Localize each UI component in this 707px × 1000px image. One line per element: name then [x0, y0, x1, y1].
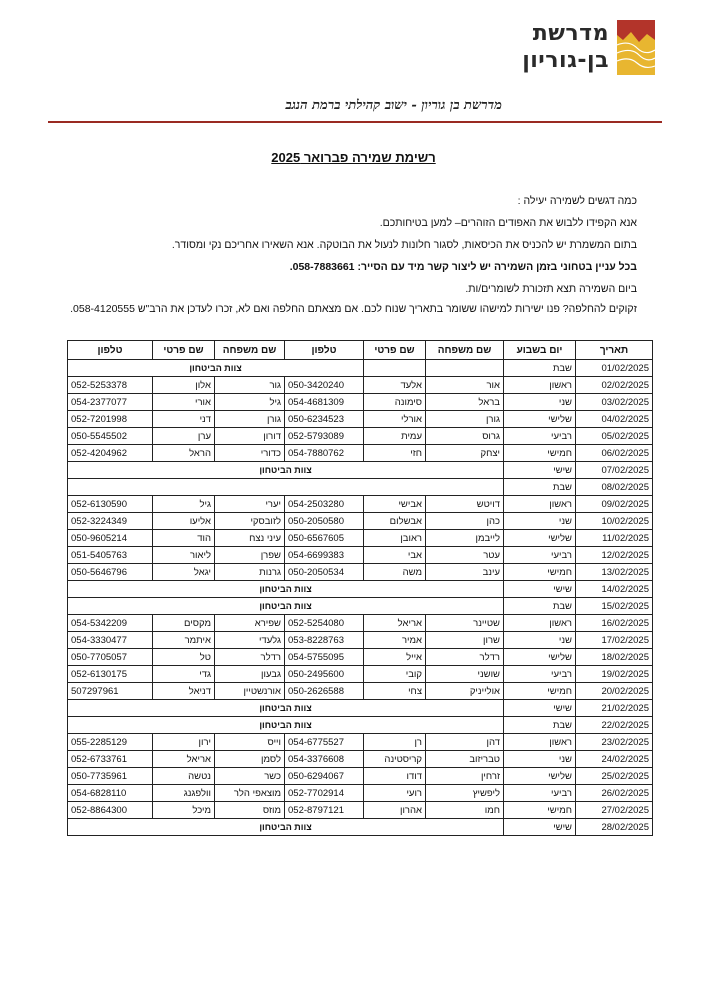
cell-last-name-2: יערי [215, 496, 285, 513]
cell-last-name-1: שושני [426, 666, 504, 683]
cell-phone-2: 054-3330477 [68, 632, 153, 649]
cell-phone-2: 507297961 [68, 683, 153, 700]
table-row [68, 802, 653, 819]
cell-date: 27/02/2025 [576, 802, 653, 819]
cell-day: שבת [504, 598, 576, 615]
table-row [68, 632, 653, 649]
cell-phone-1: 054-4681309 [285, 394, 364, 411]
table-row [68, 649, 653, 666]
table-row [68, 428, 653, 445]
cell-first-name-1: אורלי [364, 411, 426, 428]
cell-first-name-2: מקסים [153, 615, 215, 632]
cell-phone-1: 052-5793089 [285, 428, 364, 445]
cell-first-name-1: חזי [364, 445, 426, 462]
cell-last-name-1: שרון [426, 632, 504, 649]
cell-date: 06/02/2025 [576, 445, 653, 462]
cell-security-team: צוות הביטחון [68, 819, 504, 836]
cell-date: 28/02/2025 [576, 819, 653, 836]
cell-date: 11/02/2025 [576, 530, 653, 547]
cell-day: ראשון [504, 615, 576, 632]
cell-security-team: צוות הביטחון [68, 700, 504, 717]
cell-last-name-2: כדורי [215, 445, 285, 462]
cell-last-name-1: רדלר [426, 649, 504, 666]
cell-last-name-2: גרנות [215, 564, 285, 581]
cell-date: 25/02/2025 [576, 768, 653, 785]
cell-first-name-2: הראל [153, 445, 215, 462]
table-row [68, 598, 653, 615]
table-row [68, 445, 653, 462]
cell-first-name-2: נטשה [153, 768, 215, 785]
cell-first-name-2: מיכל [153, 802, 215, 819]
cell-security-team: צוות הביטחון [68, 462, 504, 479]
cell-day: שישי [504, 462, 576, 479]
table-row [68, 513, 653, 530]
cell-first-name-1: אבישי [364, 496, 426, 513]
cell-phone-2: 054-6828110 [68, 785, 153, 802]
cell-last-name-1: אור [426, 377, 504, 394]
cell-security-team [68, 479, 504, 496]
cell-last-name-2: גיל [215, 394, 285, 411]
table-row [68, 683, 653, 700]
cell-phone-1: 054-3376608 [285, 751, 364, 768]
table-row [68, 581, 653, 598]
cell-date: 19/02/2025 [576, 666, 653, 683]
cell-first-name-2: יגאל [153, 564, 215, 581]
cell-day: שישי [504, 819, 576, 836]
header-phone-1: טלפון [285, 341, 364, 360]
cell-date: 12/02/2025 [576, 547, 653, 564]
cell-last-name-1: חמו [426, 802, 504, 819]
table-row [68, 360, 653, 377]
cell-first-name-1: דודו [364, 768, 426, 785]
header-divider [48, 121, 662, 123]
cell-date: 21/02/2025 [576, 700, 653, 717]
header-subtitle: מדרשת בן גוריון - ישוב קהילתי ברמת הנגב [285, 98, 502, 113]
cell-first-name-1: אמיר [364, 632, 426, 649]
cell-date: 23/02/2025 [576, 734, 653, 751]
table-row [68, 530, 653, 547]
cell-first-name-2: ליאור [153, 547, 215, 564]
guard-roster-table [67, 340, 653, 836]
logo-line2: בן-גוריון [522, 48, 609, 73]
cell-last-name-1: גרוס [426, 428, 504, 445]
table-row [68, 496, 653, 513]
cell-last-name-2: עיני נצח [215, 530, 285, 547]
intro-line-3: בתום המשמרת יש להכניס את הכיסאות, לסגור חלונות לנעול את הבוטקה. אנא השאירו אחריכם נקי ומסודר. [171, 239, 637, 251]
cell-day: שבת [504, 717, 576, 734]
cell-last-name-1: בראל [426, 394, 504, 411]
cell-date: 02/02/2025 [576, 377, 653, 394]
cell-date: 08/02/2025 [576, 479, 653, 496]
intro-line-1: כמה דגשים לשמירה יעילה : [517, 195, 637, 207]
cell-phone-2: 050-5545502 [68, 428, 153, 445]
cell-date: 05/02/2025 [576, 428, 653, 445]
cell-phone-2: 050-9605214 [68, 530, 153, 547]
cell-last-name-1: זרחין [426, 768, 504, 785]
cell-phone-2: 050-5646796 [68, 564, 153, 581]
cell-first-name-1: אייל [364, 649, 426, 666]
cell-phone-1: 050-6294067 [285, 768, 364, 785]
intro-line-4: בכל עניין בטחוני בזמן השמירה יש ליצור קשר מיד עם הסייר: 058-7883661. [289, 261, 637, 273]
cell-last-name-2: דורון [215, 428, 285, 445]
cell-day: שבת [504, 360, 576, 377]
cell-phone-1: 054-5755095 [285, 649, 364, 666]
intro-line-5: ביום השמירה תצא תזכורת לשומרים/ות. [465, 283, 637, 295]
cell-last-name-1: דהן [426, 734, 504, 751]
cell-last-name-2: מוזס [215, 802, 285, 819]
cell-date: 18/02/2025 [576, 649, 653, 666]
cell-date: 22/02/2025 [576, 717, 653, 734]
cell-last-name-2: וייס [215, 734, 285, 751]
cell-first-name-1: רועי [364, 785, 426, 802]
cell-phone-2: 051-5405763 [68, 547, 153, 564]
cell-last-name-2: אורנשטיין [215, 683, 285, 700]
cell-first-name-2: איתמר [153, 632, 215, 649]
cell-first-name-1: משה [364, 564, 426, 581]
cell-last-name-2: גלעדי [215, 632, 285, 649]
cell-first-name-2: גדי [153, 666, 215, 683]
cell-date: 26/02/2025 [576, 785, 653, 802]
cell-last-name-1: עינב [426, 564, 504, 581]
cell-phone-1: 053-8228763 [285, 632, 364, 649]
cell-last-name-1: לייבמן [426, 530, 504, 547]
cell-phone-2: 052-6130175 [68, 666, 153, 683]
table-row [68, 564, 653, 581]
cell-security-team: צוות הביטחון [68, 717, 504, 734]
cell-day: חמישי [504, 445, 576, 462]
cell-first-name-1: אבשלום [364, 513, 426, 530]
cell-day: חמישי [504, 683, 576, 700]
page-title: רשימת שמירה פברואר 2025 [271, 150, 436, 165]
cell-date: 04/02/2025 [576, 411, 653, 428]
cell-first-name-2: אליעו [153, 513, 215, 530]
cell-day: ראשון [504, 734, 576, 751]
table-row [68, 462, 653, 479]
cell-day: רביעי [504, 785, 576, 802]
table-row [68, 615, 653, 632]
cell-first-name-1: רן [364, 734, 426, 751]
table-row [68, 734, 653, 751]
cell-last-name-1: יצחק [426, 445, 504, 462]
table-row [68, 394, 653, 411]
cell-day: רביעי [504, 428, 576, 445]
cell-phone-2: 052-3224349 [68, 513, 153, 530]
logo [495, 20, 655, 80]
cell-day: שני [504, 632, 576, 649]
cell-date: 24/02/2025 [576, 751, 653, 768]
cell-last-name-1: אולייניק [426, 683, 504, 700]
cell-day: שלישי [504, 411, 576, 428]
cell-first-name-2: דני [153, 411, 215, 428]
cell-first-name-1: ראובן [364, 530, 426, 547]
table-row [68, 411, 653, 428]
cell-date: 10/02/2025 [576, 513, 653, 530]
cell-day: ראשון [504, 496, 576, 513]
cell-last-name-1: טבריזוב [426, 751, 504, 768]
table-body [68, 360, 653, 836]
intro-line-6: זקוקים להחלפה? פנו ישירות למישהו ששומר בתאריך שנוח לכם. אם מצאתם החלפה ואם לא, זכרו לעדכן את הרב"ש 058-4120555. [70, 303, 637, 315]
cell-phone-1: 050-2050534 [285, 564, 364, 581]
cell-last-name-2: לסמן [215, 751, 285, 768]
cell-last-name-1: גורן [426, 411, 504, 428]
cell-day: שלישי [504, 768, 576, 785]
cell-day: שישי [504, 581, 576, 598]
cell-date: 17/02/2025 [576, 632, 653, 649]
cell-day: שני [504, 513, 576, 530]
cell-date: 07/02/2025 [576, 462, 653, 479]
header-date: תאריך [576, 341, 653, 360]
logo-line1: מדרשת [532, 21, 609, 46]
cell-security-team: צוות הביטחון [68, 581, 504, 598]
cell-security-team: צוות הביטחון [68, 598, 504, 615]
cell-phone-1: 052-5254080 [285, 615, 364, 632]
cell-day: ראשון [504, 377, 576, 394]
cell-first-name-2: ערן [153, 428, 215, 445]
cell-last-name-1: כהן [426, 513, 504, 530]
cell-first-name-1: עמית [364, 428, 426, 445]
cell-phone-2: 052-4204962 [68, 445, 153, 462]
table-header-row [68, 341, 653, 360]
cell-date: 03/02/2025 [576, 394, 653, 411]
cell-date: 01/02/2025 [576, 360, 653, 377]
cell-last-name-2: מוצאפי הלר [215, 785, 285, 802]
cell-date: 20/02/2025 [576, 683, 653, 700]
cell-first-name-2: גיל [153, 496, 215, 513]
cell-last-name-1: עטר [426, 547, 504, 564]
cell-first-name-1: אלעד [364, 377, 426, 394]
cell-empty [426, 360, 504, 377]
cell-day: שלישי [504, 530, 576, 547]
cell-empty [364, 360, 426, 377]
table-row [68, 717, 653, 734]
intro-line-2: אנא הקפידו ללבוש את האפודים הזוהרים– למען בטיחותכם. [379, 217, 637, 229]
cell-security-team: צוות הביטחון [68, 360, 364, 377]
cell-day: רביעי [504, 666, 576, 683]
cell-date: 09/02/2025 [576, 496, 653, 513]
cell-first-name-2: אורי [153, 394, 215, 411]
cell-first-name-1: סימונה [364, 394, 426, 411]
header-day: יום בשבוע [504, 341, 576, 360]
cell-date: 16/02/2025 [576, 615, 653, 632]
cell-first-name-1: אבי [364, 547, 426, 564]
cell-last-name-1: שטיינר [426, 615, 504, 632]
table-row [68, 547, 653, 564]
cell-phone-1: 052-8797121 [285, 802, 364, 819]
cell-last-name-2: רדלר [215, 649, 285, 666]
table-row [68, 666, 653, 683]
cell-day: שבת [504, 479, 576, 496]
header-last-name-1: שם משפחה [426, 341, 504, 360]
cell-day: חמישי [504, 802, 576, 819]
cell-last-name-2: גבעון [215, 666, 285, 683]
cell-phone-1: 054-6699383 [285, 547, 364, 564]
cell-phone-1: 050-3420240 [285, 377, 364, 394]
cell-phone-2: 052-7201998 [68, 411, 153, 428]
cell-first-name-2: טל [153, 649, 215, 666]
cell-last-name-2: כשר [215, 768, 285, 785]
cell-last-name-1: דויטש [426, 496, 504, 513]
cell-phone-2: 054-2377077 [68, 394, 153, 411]
cell-date: 14/02/2025 [576, 581, 653, 598]
cell-phone-1: 054-7880762 [285, 445, 364, 462]
cell-first-name-1: קריסטינה [364, 751, 426, 768]
cell-day: רביעי [504, 547, 576, 564]
cell-day: שני [504, 751, 576, 768]
header-first-name-2: שם פרטי [153, 341, 215, 360]
cell-phone-2: 050-7735961 [68, 768, 153, 785]
cell-phone-1: 050-2495600 [285, 666, 364, 683]
cell-first-name-2: אלון [153, 377, 215, 394]
cell-phone-2: 052-8864300 [68, 802, 153, 819]
header-last-name-2: שם משפחה [215, 341, 285, 360]
table-row [68, 479, 653, 496]
cell-first-name-2: אריאל [153, 751, 215, 768]
cell-phone-1: 054-6775527 [285, 734, 364, 751]
cell-day: שני [504, 394, 576, 411]
cell-first-name-2: ירון [153, 734, 215, 751]
cell-first-name-1: קובי [364, 666, 426, 683]
header-phone-2: טלפון [68, 341, 153, 360]
logo-text [522, 20, 609, 74]
cell-day: שלישי [504, 649, 576, 666]
cell-first-name-1: אריאל [364, 615, 426, 632]
cell-date: 15/02/2025 [576, 598, 653, 615]
cell-day: חמישי [504, 564, 576, 581]
cell-first-name-2: הוד [153, 530, 215, 547]
cell-phone-2: 052-6130590 [68, 496, 153, 513]
cell-first-name-2: וולפגנג [153, 785, 215, 802]
table-row [68, 819, 653, 836]
cell-phone-2: 055-2285129 [68, 734, 153, 751]
table-row [68, 785, 653, 802]
cell-last-name-2: גורן [215, 411, 285, 428]
cell-first-name-2: דניאל [153, 683, 215, 700]
logo-mark-icon [617, 20, 655, 75]
cell-phone-1: 050-6234523 [285, 411, 364, 428]
cell-phone-1: 050-2050580 [285, 513, 364, 530]
cell-phone-1: 050-6567605 [285, 530, 364, 547]
cell-phone-1: 054-2503280 [285, 496, 364, 513]
cell-phone-2: 050-7705057 [68, 649, 153, 666]
cell-phone-2: 052-6733761 [68, 751, 153, 768]
cell-first-name-1: צחי [364, 683, 426, 700]
cell-phone-1: 052-7702914 [285, 785, 364, 802]
table-row [68, 700, 653, 717]
cell-last-name-1: ליפשיץ [426, 785, 504, 802]
table-row [68, 377, 653, 394]
header-first-name-1: שם פרטי [364, 341, 426, 360]
table-row [68, 751, 653, 768]
cell-date: 13/02/2025 [576, 564, 653, 581]
cell-last-name-2: שפרן [215, 547, 285, 564]
cell-first-name-1: אהרון [364, 802, 426, 819]
cell-phone-1: 050-2626588 [285, 683, 364, 700]
cell-last-name-2: שפירא [215, 615, 285, 632]
cell-phone-2: 052-5253378 [68, 377, 153, 394]
table-row [68, 768, 653, 785]
cell-last-name-2: לזובסקי [215, 513, 285, 530]
cell-last-name-2: גור [215, 377, 285, 394]
cell-phone-2: 054-5342209 [68, 615, 153, 632]
cell-day: שישי [504, 700, 576, 717]
